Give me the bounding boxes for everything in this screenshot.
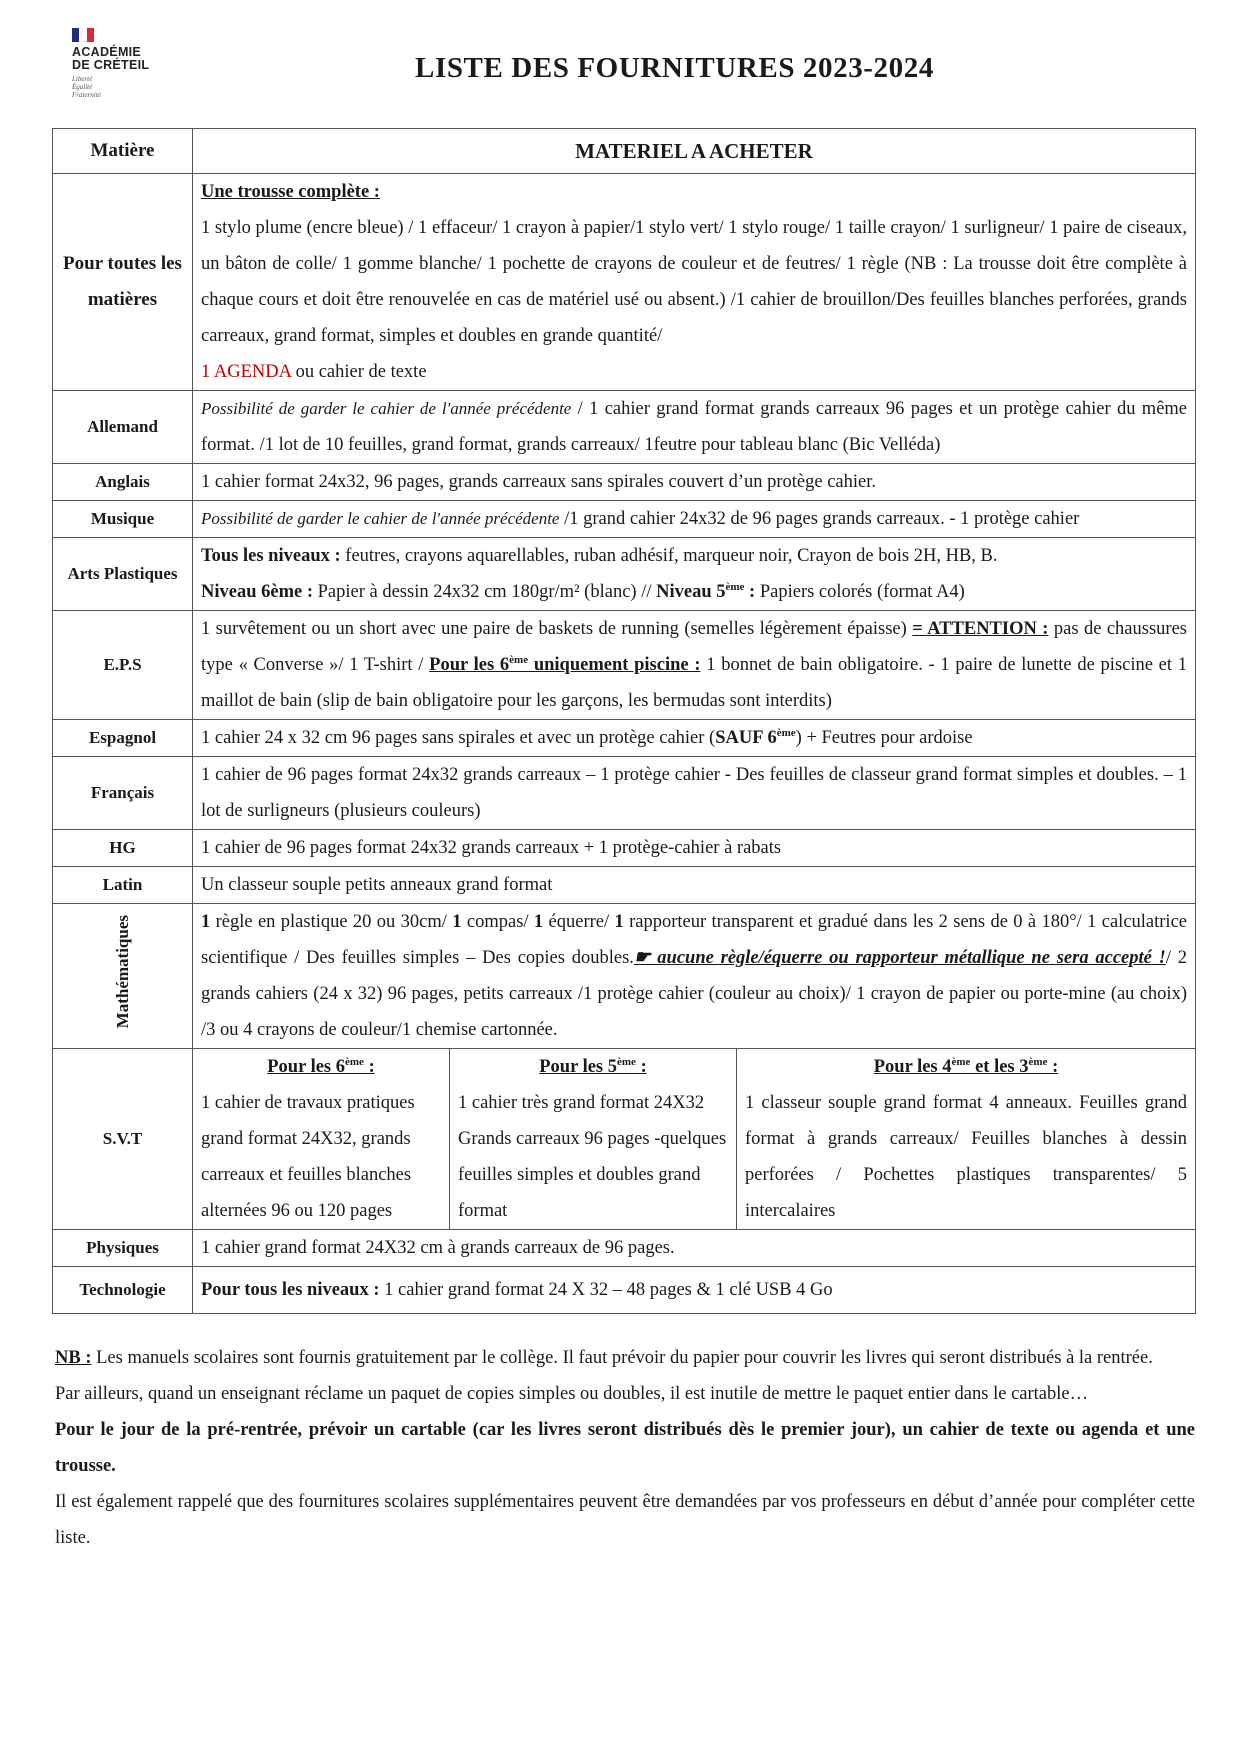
svt-content-row: [193, 1085, 1195, 1229]
eps-piscine-sup: ème: [509, 653, 529, 666]
note-nb: [55, 1340, 1195, 1376]
eps-piscine: [429, 655, 700, 675]
logo-line-2: DE CRÉTEIL: [72, 58, 150, 72]
svt-head-6: [193, 1049, 450, 1085]
row-francais: [53, 757, 1196, 830]
table-header-row: [53, 129, 1196, 174]
row-anglais: [53, 464, 1196, 501]
subject-svt: S.V.T: [53, 1049, 193, 1230]
kit-text: 1 stylo plume (encre bleue) / 1 effaceur/ 1 crayon à papier/1 stylo vert/ 1 stylo rouge/ 1 taille crayon/ 1 surligneur/ 1 paire de ciseaux, un bâton de colle/ 1 gomme blanche/ 1 pochette de crayons de couleur et de feutres/ 1 règle (NB : La trousse doit être complète à chaque cours et doit être renouvelée en cas de matériel usé ou absent.) /1 cahier de brouillon/Des feuilles blanches perforées, grands carreaux, grand format, simples et doubles en grande quantité/: [201, 218, 1187, 346]
subject-maths: Mathématiques: [112, 915, 132, 1029]
subject-physiques: Physiques: [53, 1230, 193, 1267]
content-allemand: [193, 391, 1196, 464]
svt-header-row: [193, 1049, 1195, 1085]
content-latin: Un classeur souple petits anneaux grand format: [193, 867, 1196, 904]
note-4: Il est également rappelé que des fournitures scolaires supplémentaires peuvent être demandées par vos professeurs en début d’année pour compléter cette liste.: [55, 1492, 1195, 1548]
techno-text: 1 cahier grand format 24 X 32 – 48 pages & 1 clé USB 4 Go: [379, 1280, 833, 1300]
content-techno: [193, 1267, 1196, 1314]
eps-attention: = ATTENTION :: [912, 619, 1049, 639]
row-allemand: [53, 391, 1196, 464]
allemand-text: / 1 cahier grand format grands carreaux 96 pages et un protège cahier du même format. /1 lot de 10 feuilles, grand format, grands carreaux/ 1feutre pour tableau blanc (Bic Velléda): [201, 399, 1188, 455]
row-maths: [53, 904, 1196, 1049]
eps-piscine-a: Pour les 6: [429, 655, 510, 675]
arts-l2-text2: Papiers colorés (format A4): [755, 582, 965, 602]
arts-l2-label: Niveau 6ème :: [201, 582, 313, 602]
subject-anglais: Anglais: [53, 464, 193, 501]
svt-head-4-a: Pour les 4: [873, 1057, 952, 1077]
content-eps: [193, 611, 1196, 720]
subject-espagnol: Espagnol: [53, 720, 193, 757]
svt-head-6-b: :: [363, 1057, 375, 1077]
svt-head-3-mid: et les 3: [970, 1057, 1029, 1077]
subject-eps: E.P.S: [53, 611, 193, 720]
row-svt: [53, 1049, 1196, 1230]
subject-techno: Technologie: [53, 1267, 193, 1314]
column-header-material: MATERIEL A ACHETER: [193, 129, 1196, 174]
agenda-label: 1 AGENDA: [201, 362, 291, 382]
row-eps: [53, 611, 1196, 720]
row-technologie: [53, 1267, 1196, 1314]
svt-head-6-sup: ème: [345, 1055, 364, 1068]
row-hg: [53, 830, 1196, 867]
motto-fraternite: Fraternité: [72, 91, 101, 99]
row-latin: [53, 867, 1196, 904]
allemand-italic: Possibilité de garder le cahier de l'année précédente: [201, 399, 572, 418]
arts-l1-label: Tous les niveaux :: [201, 546, 341, 566]
content-musique: [193, 501, 1196, 538]
musique-text: /1 grand cahier 24x32 de 96 pages grands carreaux. - 1 protège cahier: [559, 509, 1080, 529]
row-arts-plastiques: [53, 538, 1196, 611]
eps-piscine-b: uniquement piscine :: [528, 655, 701, 675]
content-maths: [193, 904, 1196, 1049]
note-3: Pour le jour de la pré-rentrée, prévoir un cartable (car les livres seront distribués dès le premier jour), un cahier de texte ou agenda et une trousse.: [55, 1420, 1195, 1476]
arts-l2-sup: ème: [725, 580, 745, 593]
arts-l2-label2-end: :: [744, 582, 756, 602]
kit-title: Une trousse complète :: [201, 182, 380, 202]
note-2: Par ailleurs, quand un enseignant réclame un paquet de copies simples ou doubles, il est inutile de mettre le paquet entier dans le cartable…: [55, 1384, 1089, 1404]
techno-label: Pour tous les niveaux :: [201, 1280, 380, 1300]
eps-t1: 1 survêtement ou un short avec une paire de baskets de running (semelles légèrement épaisse): [201, 619, 913, 639]
academy-logo: [72, 28, 192, 99]
content-francais: 1 cahier de 96 pages format 24x32 grands carreaux – 1 protège cahier - Des feuilles de classeur grand format simples et doubles. – 1 lot de surligneurs (plusieurs couleurs): [193, 757, 1196, 830]
svt-head-3-b: :: [1047, 1057, 1059, 1077]
arts-l2-text: Papier à dessin 24x32 cm 180gr/m² (blanc) //: [313, 582, 657, 602]
maths-t3: équerre/: [543, 912, 615, 932]
svt-head-4-sup: ème: [951, 1055, 971, 1068]
svt-text-5: 1 cahier très grand format 24X32 Grands carreaux 96 pages -quelques feuilles simples et doubles grand format: [450, 1085, 737, 1229]
svt-head-3-sup: ème: [1028, 1055, 1048, 1068]
eps-t3: 1 bonnet de bain obligatoire. - 1 paire de lunette de piscine et 1 maillot de bain (slip de bain obligatoire pour les garçons, les bermudas sont interdits): [201, 655, 1188, 711]
maths-n4: 1: [614, 912, 624, 932]
svt-subtable: [193, 1049, 1195, 1229]
maths-t1: règle en plastique 20 ou 30cm/: [210, 912, 453, 932]
row-musique: [53, 501, 1196, 538]
column-header-subject: Matière: [53, 129, 193, 174]
content-hg: 1 cahier de 96 pages format 24x32 grands carreaux + 1 protège-cahier à rabats: [193, 830, 1196, 867]
row-physiques: [53, 1230, 1196, 1267]
nb-text: Les manuels scolaires sont fournis gratuitement par le collège. Il faut prévoir du papier pour couvrir les livres qui seront distribués à la rentrée.: [91, 1348, 1153, 1368]
motto-liberte: Liberté: [72, 75, 93, 83]
arts-l1-text: feutres, crayons aquarellables, ruban adhésif, marqueur noir, Crayon de bois 2H, HB, B.: [340, 546, 998, 566]
subject-hg: HG: [53, 830, 193, 867]
content-anglais: 1 cahier format 24x32, 96 pages, grands carreaux sans spirales couvert d’un protège cahier.: [193, 464, 1196, 501]
subject-latin: Latin: [53, 867, 193, 904]
french-flag-icon: [72, 28, 94, 42]
row-espagnol: [53, 720, 1196, 757]
subject-allemand: Allemand: [53, 391, 193, 464]
subject-maths-cell: [53, 904, 193, 1049]
svt-head-4-3: [737, 1049, 1196, 1085]
svt-head-5: [450, 1049, 737, 1085]
content-svt: [193, 1049, 1196, 1230]
content-all: [193, 174, 1196, 391]
subject-musique: Musique: [53, 501, 193, 538]
svt-head-5-a: Pour les 5: [539, 1057, 618, 1077]
logo-motto: [72, 75, 192, 99]
maths-n2: 1: [452, 912, 462, 932]
agenda-rest: ou cahier de texte: [290, 362, 427, 382]
maths-n1: 1: [201, 912, 211, 932]
svt-head-6-a: Pour les 6: [267, 1057, 346, 1077]
subject-francais: Français: [53, 757, 193, 830]
svt-text-4-3: 1 classeur souple grand format 4 anneaux. Feuilles grand format à grands carreaux/ Feuilles blanches à dessin perforées / Pochettes plastiques transparentes/ 5 intercalaires: [745, 1093, 1187, 1221]
svt-head-5-b: :: [635, 1057, 647, 1077]
content-arts: [193, 538, 1196, 611]
musique-italic: Possibilité de garder le cahier de l'année précédente: [201, 509, 560, 528]
espagnol-sup: ème: [776, 726, 796, 739]
espagnol-sauf: SAUF 6: [715, 728, 777, 748]
svt-head-5-sup: ème: [617, 1055, 636, 1068]
nb-label: NB :: [55, 1348, 92, 1368]
espagnol-text: 1 cahier 24 x 32 cm 96 pages sans spirales et avec un protège cahier (: [201, 728, 716, 748]
maths-t4: rapporteur transparent et gradué dans les 2 sens de 0 à 180°/ 1 calculatrice scientifique / Des feuilles simples – Des copies doubles.: [201, 912, 1187, 968]
eps-t2: pas de chaussures type « Converse »/ 1 T-shirt /: [201, 619, 1187, 675]
espagnol-text2: ) + Feutres pour ardoise: [795, 728, 973, 748]
maths-t2: compas/: [461, 912, 534, 932]
maths-t5: / 2 grands cahiers (24 x 32) 96 pages, petits carreaux /1 protège cahier (couleur au choix)/ 1 crayon de papier ou porte-mine (au choix) /3 ou 4 crayons de couleur/1 chemise cartonnée.: [201, 948, 1188, 1040]
motto-egalite: Égalité: [72, 83, 93, 91]
page-title: LISTE DES FOURNITURES 2023-2024: [415, 52, 934, 84]
content-espagnol: [193, 720, 1196, 757]
content-physiques: 1 cahier grand format 24X32 cm à grands carreaux de 96 pages.: [193, 1230, 1196, 1267]
arts-l2-label2: Niveau 5: [656, 582, 726, 602]
maths-n3: 1: [533, 912, 544, 932]
svt-text-6: 1 cahier de travaux pratiques grand format 24X32, grands carreaux et feuilles blanches alternées 96 ou 120 pages: [201, 1093, 415, 1221]
subject-all: Pour toutes les matières: [53, 174, 193, 391]
logo-line-1: ACADÉMIE: [72, 45, 142, 59]
supplies-table: [52, 128, 1196, 1314]
row-all-subjects: [53, 174, 1196, 391]
footer-notes: [55, 1340, 1195, 1556]
subject-arts: Arts Plastiques: [53, 538, 193, 611]
maths-warning: ☛ aucune règle/équerre ou rapporteur métallique ne sera accepté !: [633, 948, 1166, 968]
